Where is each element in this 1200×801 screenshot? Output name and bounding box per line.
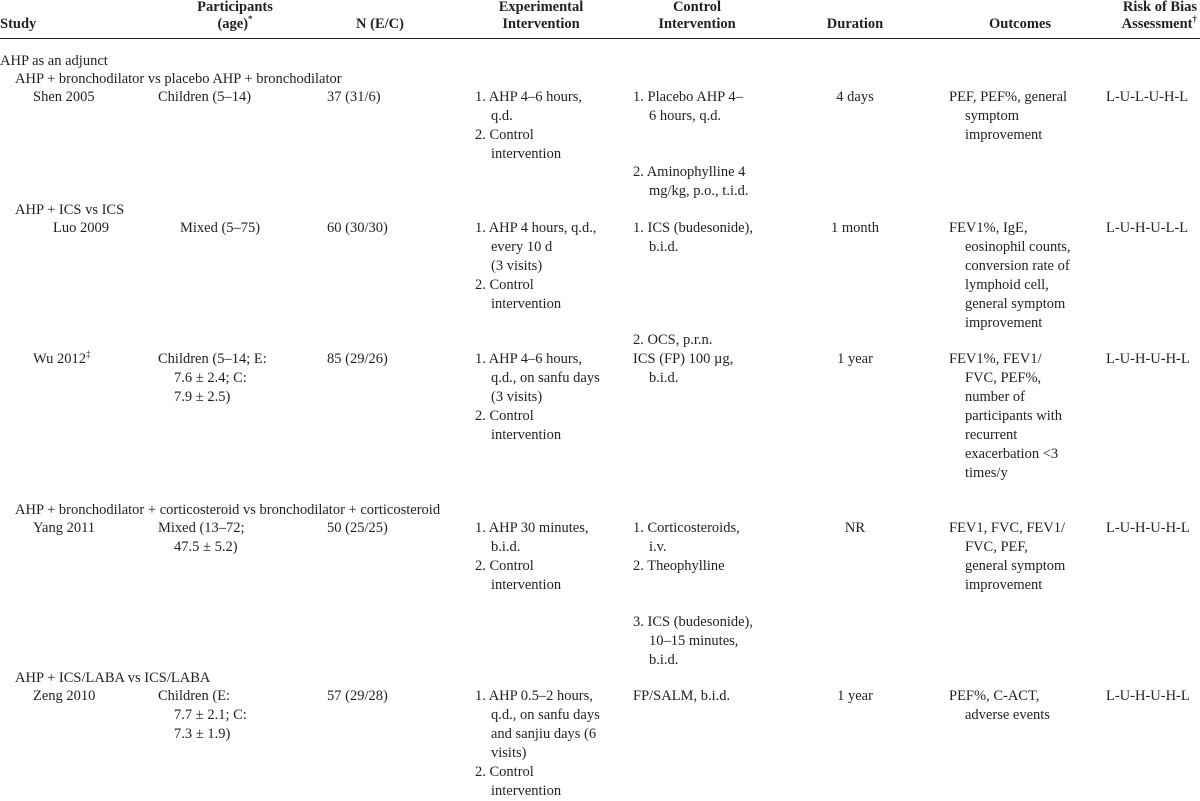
study-cell: Yang 2011: [33, 520, 96, 536]
group-heading: AHP + bronchodilator + corticosteroid vs bronchodilator + corticosteroid: [15, 502, 441, 518]
group-heading: AHP + ICS vs ICS: [15, 202, 125, 218]
col-header-control: Control Intervention: [658, 0, 736, 32]
participants-cell: Children (5–14; E: 7.6 ± 2.4; C: 7.9 ± 2.5): [158, 351, 267, 405]
experimental-cell: 1. AHP 0.5–2 hours, q.d., on sanfu days and sanjiu days (6 visits) 2. Control intervention: [475, 688, 600, 799]
risk-of-bias-cell: L-U-H-U-H-L: [1106, 351, 1190, 367]
group-heading: AHP + bronchodilator vs placebo AHP + bronchodilator: [15, 71, 342, 87]
participants-cell: Children (E: 7.7 ± 2.1; C: 7.3 ± 1.9): [158, 688, 247, 742]
n-cell: 37 (31/6): [327, 89, 381, 105]
duration-cell: 4 days: [836, 89, 874, 105]
n-cell: 50 (25/25): [327, 520, 388, 536]
col-header-experimental: Experimental Intervention: [498, 0, 584, 32]
outcomes-cell: FEV1%, FEV1/ FVC, PEF%, number of participants with recurrent exacerbation <3 times/y: [949, 351, 1063, 481]
risk-of-bias-cell: L-U-H-U-H-L: [1106, 520, 1190, 536]
outcomes-cell: PEF, PEF%, general symptom improvement: [949, 89, 1068, 143]
duration-cell: 1 year: [837, 688, 873, 704]
control-cell: 3. ICS (budesonide), 10–15 minutes, b.i.d.: [633, 614, 754, 668]
group-heading: AHP + ICS/LABA vs ICS/LABA: [15, 670, 211, 686]
study-cell: Wu 2012‡: [33, 349, 91, 367]
col-header-n: N (E/C): [356, 16, 404, 32]
control-cell: 1. Corticosteroids, i.v. 2. Theophylline: [633, 520, 740, 574]
participants-cell: Children (5–14): [158, 89, 252, 105]
section-heading: AHP as an adjunct: [0, 53, 108, 69]
n-cell: 85 (29/26): [327, 351, 388, 367]
experimental-cell: 1. AHP 4 hours, q.d., every 10 d (3 visits) 2. Control intervention: [475, 220, 597, 312]
control-cell: 1. ICS (budesonide), b.i.d.: [633, 220, 754, 255]
participants-cell: Mixed (5–75): [180, 220, 261, 236]
experimental-cell: 1. AHP 30 minutes, b.i.d. 2. Control intervention: [475, 520, 589, 593]
col-header-participants: Participants (age)*: [197, 0, 273, 32]
control-cell: FP/SALM, b.i.d.: [633, 688, 731, 704]
experimental-cell: 1. AHP 4–6 hours, q.d. 2. Control intervention: [475, 89, 583, 162]
outcomes-cell: FEV1, FVC, FEV1/ FVC, PEF, general symptom improvement: [949, 520, 1066, 593]
risk-of-bias-cell: L-U-H-U-H-L: [1106, 688, 1190, 704]
col-header-duration: Duration: [826, 16, 884, 32]
study-cell: Shen 2005: [33, 89, 95, 105]
duration-cell: 1 year: [837, 351, 873, 367]
control-cell: 2. Aminophylline 4 mg/kg, p.o., t.i.d.: [633, 164, 749, 199]
risk-of-bias-cell: L-U-H-U-L-L: [1106, 220, 1189, 236]
col-header-study: Study: [0, 16, 37, 32]
n-cell: 57 (29/28): [327, 688, 388, 704]
col-header-outcomes: Outcomes: [988, 16, 1051, 32]
risk-of-bias-cell: L-U-L-U-H-L: [1106, 89, 1189, 105]
experimental-cell: 1. AHP 4–6 hours, q.d., on sanfu days (3 visits) 2. Control intervention: [475, 351, 600, 443]
study-cell: Luo 2009: [53, 220, 109, 236]
col-header-risk-of-bias: Risk of Bias Assessment†: [1121, 0, 1197, 32]
control-cell: 1. Placebo AHP 4– 6 hours, q.d.: [633, 89, 743, 124]
participants-cell: Mixed (13–72; 47.5 ± 5.2): [158, 520, 245, 555]
study-cell: Zeng 2010: [33, 688, 96, 704]
n-cell: 60 (30/30): [327, 220, 388, 236]
outcomes-cell: PEF%, C-ACT, adverse events: [949, 688, 1050, 723]
duration-cell: 1 month: [831, 220, 879, 236]
outcomes-cell: FEV1%, IgE, eosinophil counts, conversion rate of lymphoid cell, general symptom improvement: [949, 220, 1071, 331]
header-rule: [0, 38, 1200, 39]
control-cell: 2. OCS, p.r.n. ICS (FP) 100 µg, b.i.d.: [633, 332, 734, 386]
duration-cell: NR: [844, 520, 866, 536]
